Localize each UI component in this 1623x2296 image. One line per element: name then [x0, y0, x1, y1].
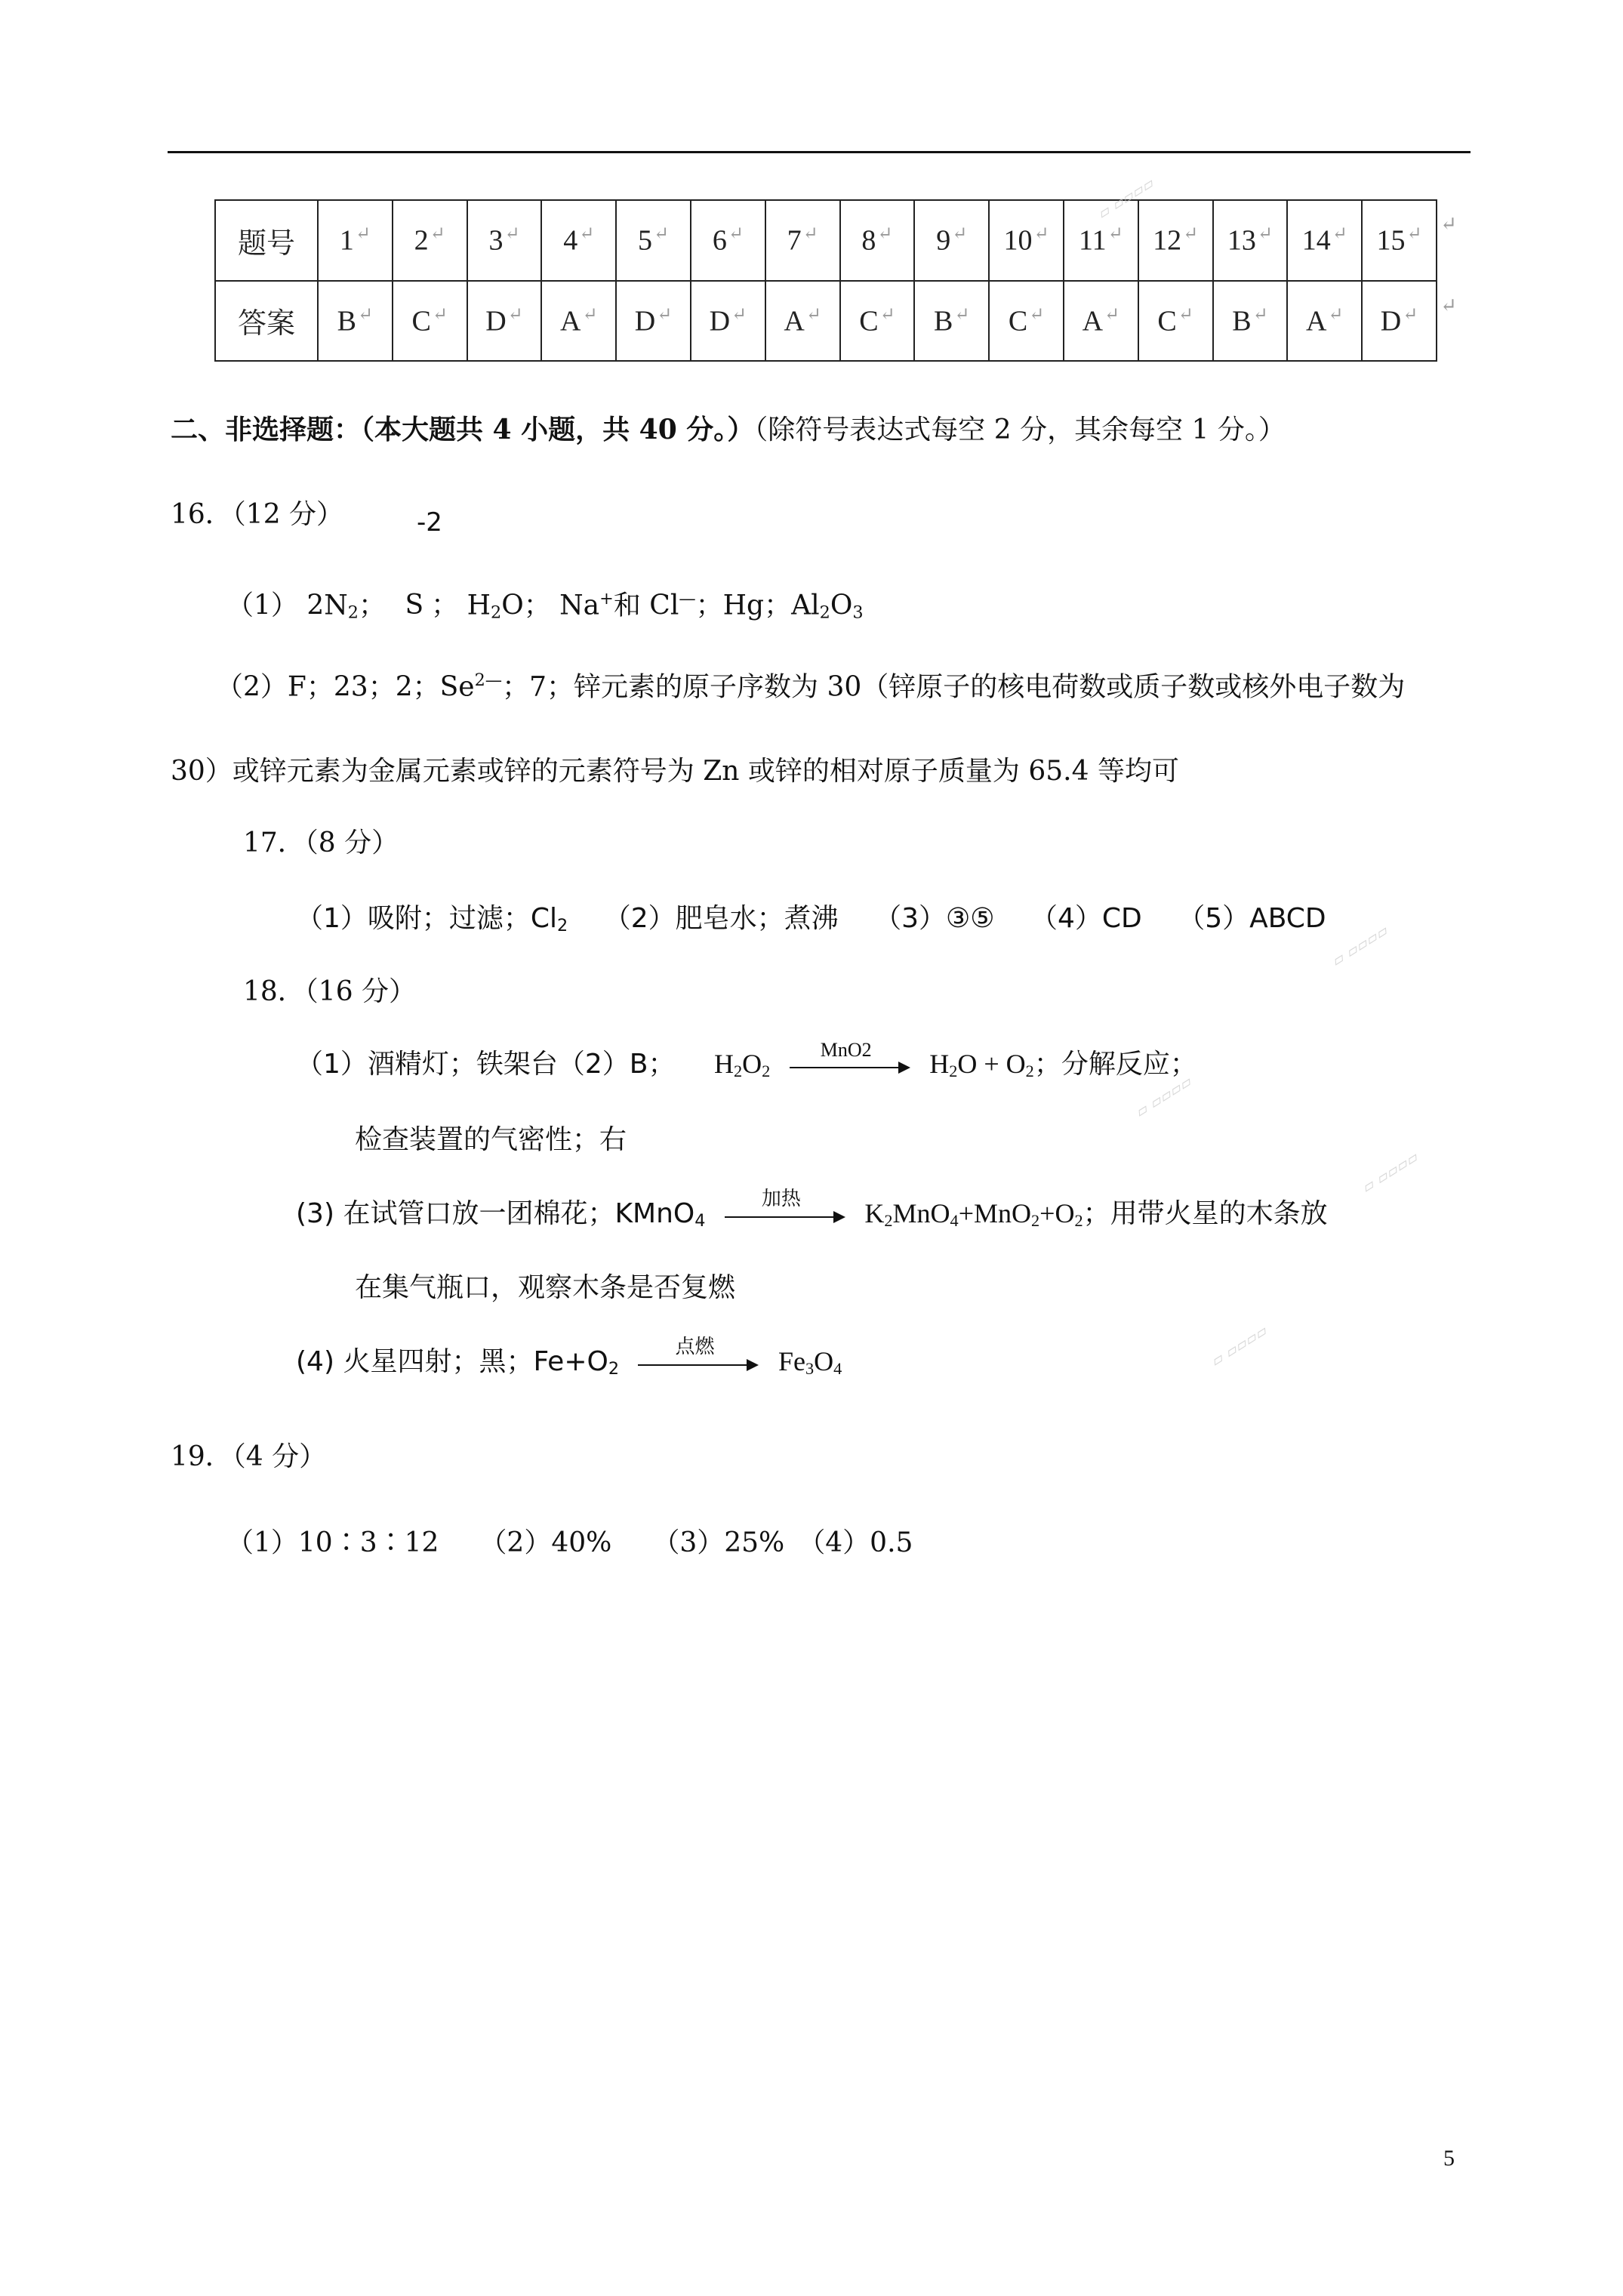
table-header-answer: 答案	[215, 281, 318, 362]
q18-heading: 18．（16 分）	[243, 976, 417, 1007]
reaction-arrow: MnO2	[790, 1050, 910, 1080]
watermark: ▱ ▱▱▱▱	[1328, 920, 1392, 970]
q19-heading: 19．（4 分）	[171, 1441, 327, 1472]
table-cell-number: 7↵	[765, 200, 840, 281]
table-cell-number: 6↵	[691, 200, 765, 281]
table-cell-answer: B↵	[1213, 281, 1288, 362]
table-cell-number: 12↵	[1138, 200, 1213, 281]
q16-charge-mark: -2	[417, 507, 442, 538]
watermark: ▱ ▱▱▱▱	[1094, 173, 1158, 223]
table-cell-answer: C↵	[393, 281, 467, 362]
table-cell-number: 11↵	[1064, 200, 1138, 281]
table-row-end-mark: ↵	[1440, 294, 1457, 317]
table-row-numbers	[215, 200, 1437, 281]
q19-answers: （1）10∶3∶12 （2）40% （3）25% （4）0.5	[226, 1527, 913, 1558]
table-cell-answer: C↵	[840, 281, 915, 362]
table-cell-number: 2↵	[393, 200, 467, 281]
table-cell-number: 15↵	[1362, 200, 1437, 281]
page-number: 5	[1443, 2146, 1455, 2171]
table-cell-answer: D↵	[467, 281, 542, 362]
answer-table	[214, 199, 1437, 362]
q17-heading: 17．（8 分）	[243, 827, 399, 858]
q18-line2: 检查装置的气密性；右	[355, 1124, 627, 1155]
q18-line4: 在集气瓶口，观察木条是否复燃	[355, 1272, 736, 1303]
watermark: ▱ ▱▱▱▱	[1358, 1147, 1422, 1197]
table-cell-number: 4↵	[541, 200, 616, 281]
table-cell-answer: A↵	[765, 281, 840, 362]
q18-line3: (3) 在试管口放一团棉花；KMnO$_4$ 加热 $K_2MnO_4+MnO_2+O_2$；用带火星的木条放	[296, 1188, 1328, 1231]
q18-line1: （1）酒精灯；铁架台（2）B； $H_2O_2$ MnO2 $H_2O + O_2$；分解反应；	[296, 1039, 1197, 1080]
table-row-answers	[215, 281, 1437, 362]
watermark: ▱ ▱▱▱▱	[1132, 1071, 1196, 1121]
q17-answers: （1）吸附；过滤；$Cl_2$ （2）肥皂水；煮沸 （3）③⑤ （4）CD （5）ABCD	[296, 903, 1326, 935]
section-title: 二、非选择题：（本大题共 4 小题，共 40 分。）（除符号表达式每空 2 分，其余每空 1 分。）	[171, 414, 1286, 445]
table-cell-number: 13↵	[1213, 200, 1288, 281]
table-header-question-number: 题号	[215, 200, 318, 281]
q16-part2-continued: 30）或锌元素为金属元素或锌的元素符号为 Zn 或锌的相对原子质量为 65.4 等均可	[171, 756, 1179, 787]
table-cell-number: 1↵	[318, 200, 393, 281]
table-cell-number: 14↵	[1287, 200, 1362, 281]
table-cell-number: 8↵	[840, 200, 915, 281]
table-cell-answer: C↵	[1138, 281, 1213, 362]
table-cell-answer: B↵	[914, 281, 989, 362]
q16-part2: （2）F；23；2；$Se^{2—}$；7；锌元素的原子序数为 30（锌原子的核电荷数或质子数或核外电子数为	[216, 670, 1406, 703]
table-cell-number: 9↵	[914, 200, 989, 281]
table-cell-answer: C↵	[989, 281, 1064, 362]
table-row-end-mark: ↵	[1440, 213, 1457, 236]
table-cell-answer: B↵	[318, 281, 393, 362]
header-rule	[168, 151, 1471, 153]
table-cell-answer: D↵	[616, 281, 691, 362]
q16-part1: （1） $2N_2$； S ； $H_2O$； Na+和 Cl—；Hg；$Al_2O_3$	[226, 589, 864, 623]
table-cell-number: 10↵	[989, 200, 1064, 281]
table-cell-answer: A↵	[1064, 281, 1138, 362]
table-cell-answer: A↵	[1287, 281, 1362, 362]
table-cell-answer: A↵	[541, 281, 616, 362]
reaction-arrow: 加热	[725, 1200, 845, 1230]
q16-heading: 16．（12 分）	[171, 499, 344, 530]
table-cell-number: 5↵	[616, 200, 691, 281]
q18-reactant: $H_2O_2$	[713, 1049, 771, 1080]
q18-line5: (4) 火星四射；黑；$Fe+O_2$ 点燃 $Fe_3O_4$	[296, 1336, 842, 1379]
table-cell-number: 3↵	[467, 200, 542, 281]
table-cell-answer: D↵	[1362, 281, 1437, 362]
q18-product: $H_2O + O_2$	[929, 1049, 1034, 1080]
watermark: ▱ ▱▱▱▱	[1207, 1321, 1271, 1370]
table-cell-answer: D↵	[691, 281, 765, 362]
reaction-arrow: 点燃	[638, 1348, 759, 1378]
